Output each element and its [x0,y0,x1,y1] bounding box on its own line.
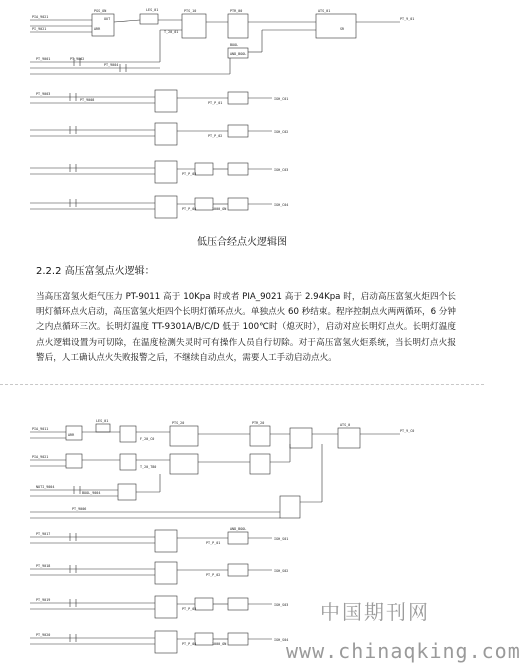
diagram-label: PIA_9021 [32,15,49,19]
diagram-label: IGH_S04 [274,638,289,642]
diagram-label: PT_P_02 [206,573,221,577]
diagram-label: IGH_C04 [274,203,289,207]
diagram-label: 1000_ON [212,642,227,646]
diagram-label: PTS_10 [184,9,197,13]
watermark-url: www.chinaqking.com [286,639,521,663]
diagram-label: PT_9_C0 [400,429,415,433]
diagram-label: IGH_C01 [274,97,289,101]
diagram-label: PT_9018 [36,564,51,568]
diagram-label: LES_01 [146,8,159,12]
diagram-label: IGH_C02 [274,130,289,134]
diagram-label: PGS_ON [94,9,107,13]
diagram-label: PTS_20 [172,421,185,425]
diagram-label: F_20_C0 [140,437,155,441]
diagram-label: PIA_9011 [32,427,49,431]
diagram-label: PT_9017 [36,532,51,536]
diagram-label: PT_P_03 [182,172,197,176]
diagram-label: PT_9006 [72,507,87,511]
diagram-label: ARR [68,433,75,437]
diagram-label: NOTI_9004 [36,485,55,489]
section-heading: 2.2.2 高压富氢点火逻辑： [36,266,155,277]
diagram-label: PTR_20 [252,421,265,425]
diagram-label: PT_9001 [36,57,51,61]
diagram-label: T_20_T80 [140,465,157,469]
figure-caption: 低压合经点火逻辑图 [197,237,287,248]
diagram-label: ARR [94,27,101,31]
diagram-label: AND_BOOL [230,52,247,56]
diagram-label: PT_P_01 [206,541,221,545]
diagram-label: PT_P_02 [208,134,223,138]
diagram-label: BOOL_9004 [82,491,101,495]
diagram-label: PT_9019 [36,598,51,602]
diagram-label: PT_P_04 [182,207,197,211]
diagram-label: PT_9_01 [400,17,415,21]
diagram-label: OUT [104,17,111,21]
diagram-label: LES_01 [96,419,109,423]
diagram-label: PTR_00 [230,9,243,13]
diagram-label: PT_9008 [80,98,95,102]
diagram-label: IGH_S02 [274,569,289,573]
body-paragraph: 当高压富氢火炬气压力 PT-9011 高于 10Kpa 时或者 PIA_9021 高于 2.94Kpa 时，启动高压富氢火炬四个长明灯循环点火启动，高压富氢火炬四个长明灯循环点火。单独点火 60 秒结束。程序控制点火两两循环，6 分钟之内点循环三次。长明灯温度 TT-9301A/B/C/D 低于 100℃时（熄灭时），启动对应长明灯点火。长明灯温度点火逻辑设置为可切除，在温度检测失灵时可有操作人员自行切除。对于高压富氢火炬系统，当长明灯点火报警后，人工确认点火失败报警之后，不继续自动点火，需要人工手动启动点火。 [36,292,456,363]
diagram-label: PT_P_03 [182,607,197,611]
diagram-label: BOOL [230,43,239,47]
page-divider [0,384,484,385]
diagram-label: IGH_C03 [274,168,289,172]
diagram-label: ATS_0 [340,423,351,427]
diagram-label: 1000_ON [212,207,227,211]
diagram-label: IGH_S01 [274,537,289,541]
diagram-label: PT_P_04 [182,642,197,646]
diagram-label: AND_BOOL [230,527,247,531]
diagram-label: PT_9003 [36,92,51,96]
diagram-label: T_20_01 [164,30,179,34]
diagram-label: SR [340,27,345,31]
diagram-label: IGH_S03 [274,603,289,607]
diagram-label: ATS_01 [318,9,331,13]
diagram-label: PT_9002 [70,57,85,61]
diagram-label: PIA_9021 [32,455,49,459]
diagram-label: PI_9021 [32,27,47,31]
logic-diagram-low-pressure [0,0,484,226]
diagram-label: PT_P_01 [208,101,223,105]
diagram-label: PT_9020 [36,633,51,637]
diagram-label: PT_9004 [104,63,119,67]
watermark-brand: 中国期刊网 [320,600,430,624]
